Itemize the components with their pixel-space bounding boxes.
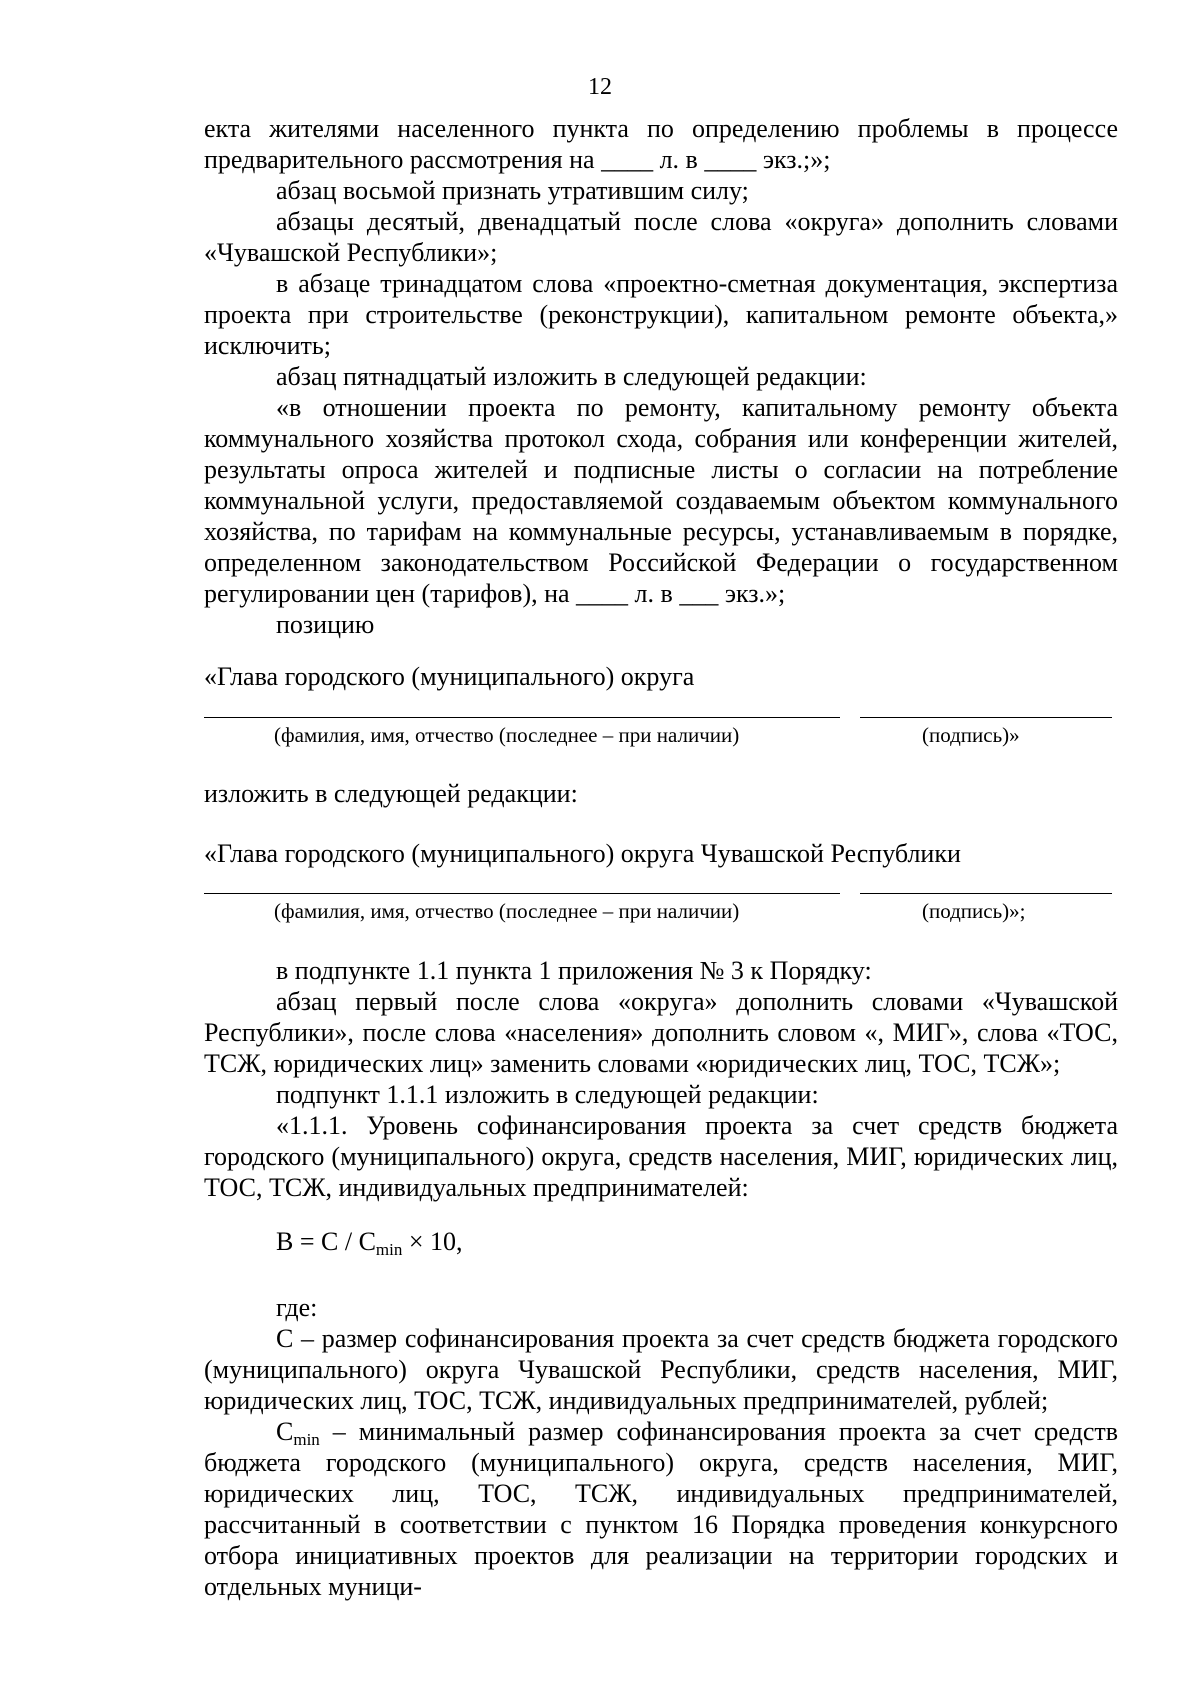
definition-cmin: $C_{min}$ – минимальный размер софинансирования проекта за счет средств бюджета городского (муниципального) округа, средств населения, МИГ, юридических лиц, ТОС, ТСЖ, индивидуальных предпринимателей, рассчитанный в соответствии с пунктом 16 Порядка проведения конкурсного отбора инициативных проектов для реализации на территории городских и отдельных муници- [204, 1417, 1118, 1601]
page-number: 12 [588, 74, 612, 100]
paragraph-abzac-10-12: абзацы десятый, двенадцатый после слова «округа» дополнить словами «Чувашской Республики»; [204, 207, 1118, 267]
name-line [204, 893, 840, 894]
sign-line [860, 893, 1112, 894]
signature-row-old [204, 717, 1118, 777]
position-new-title: «Глава городского (муниципального) округа Чувашской Республики [204, 839, 961, 868]
text-block-1 [204, 113, 1118, 640]
paragraph-continuation: екта жителями населенного пункта по определению проблемы в процессе предварительного рассмотрения на ____ л. в ____ экз.;»; [204, 114, 1118, 174]
formula-block [204, 1226, 1118, 1257]
signature-row-new [204, 893, 1118, 953]
paragraph-first-abzac: абзац первый после слова «округа» дополнить словами «Чувашской Республики», после слова «населения» дополнить словом «, МИГ», слова «ТОС, ТСЖ, юридических лиц» заменить словами «юридических лиц, ТОС, ТСЖ»; [204, 987, 1118, 1078]
replace-text: изложить в следующей редакции: [204, 779, 578, 808]
name-caption: (фамилия, имя, отчество (последнее – при наличии) [274, 899, 740, 923]
paragraph-subpoint-1-1: в подпункте 1.1 пункта 1 приложения № 3 к Порядку: [276, 956, 872, 985]
definitions-block [204, 1292, 1118, 1602]
text-block-2 [204, 955, 1118, 1203]
paragraph-subpoint-1-1-1: подпункт 1.1.1 изложить в следующей редакции: [276, 1080, 819, 1109]
sign-line [860, 717, 1112, 718]
paragraph-cofinancing-level: «1.1.1. Уровень софинансирования проекта за счет средств бюджета городского (муниципального) округа, средств населения, МИГ, юридических лиц, ТОС, ТСЖ, индивидуальных предпринимателей: [204, 1111, 1118, 1202]
name-caption: (фамилия, имя, отчество (последнее – при наличии) [274, 723, 740, 747]
paragraph-abzac-8: абзац восьмой признать утратившим силу; [276, 176, 749, 205]
replace-text-block [204, 778, 1118, 809]
paragraph-new-text: «в отношении проекта по ремонту, капитальному ремонту объекта коммунального хозяйства протокол схода, собрания или конференции жителей, результаты опроса жителей и подписные листы о согласии на потребление коммунальной услуги, предоставляемой создаваемым объектом коммунального хозяйства, по тарифам на коммунальные ресурсы, устанавливаемым в порядке, определенном законодательством Российской Федерации о государственном регулировании цен (тарифов), на ____ л. в ___ экз.»; [204, 393, 1118, 608]
paragraph-abzac-13: в абзаце тринадцатом слова «проектно-сметная документация, экспертиза проекта при строительстве (реконструкции), капитальном ремонте объекта,» исключить; [204, 269, 1118, 360]
position-old [204, 661, 1118, 692]
name-line [204, 717, 840, 718]
position-old-title: «Глава городского (муниципального) округа [204, 662, 695, 691]
formula: $B = C / C_{min} \times 10$, [276, 1227, 463, 1259]
definition-c: С – размер софинансирования проекта за счет средств бюджета городского (муниципального) округа Чувашской Республики, средств населения, МИГ, юридических лиц, ТОС, ТСЖ, индивидуальных предпринимателей, рублей; [204, 1324, 1118, 1415]
sign-caption: (подпись)»; [922, 899, 1026, 923]
paragraph-position: позицию [276, 610, 375, 639]
sign-caption: (подпись)» [922, 723, 1020, 747]
paragraph-abzac-15: абзац пятнадцатый изложить в следующей редакции: [276, 362, 867, 391]
where-label: где: [276, 1293, 318, 1322]
position-new [204, 838, 1118, 869]
